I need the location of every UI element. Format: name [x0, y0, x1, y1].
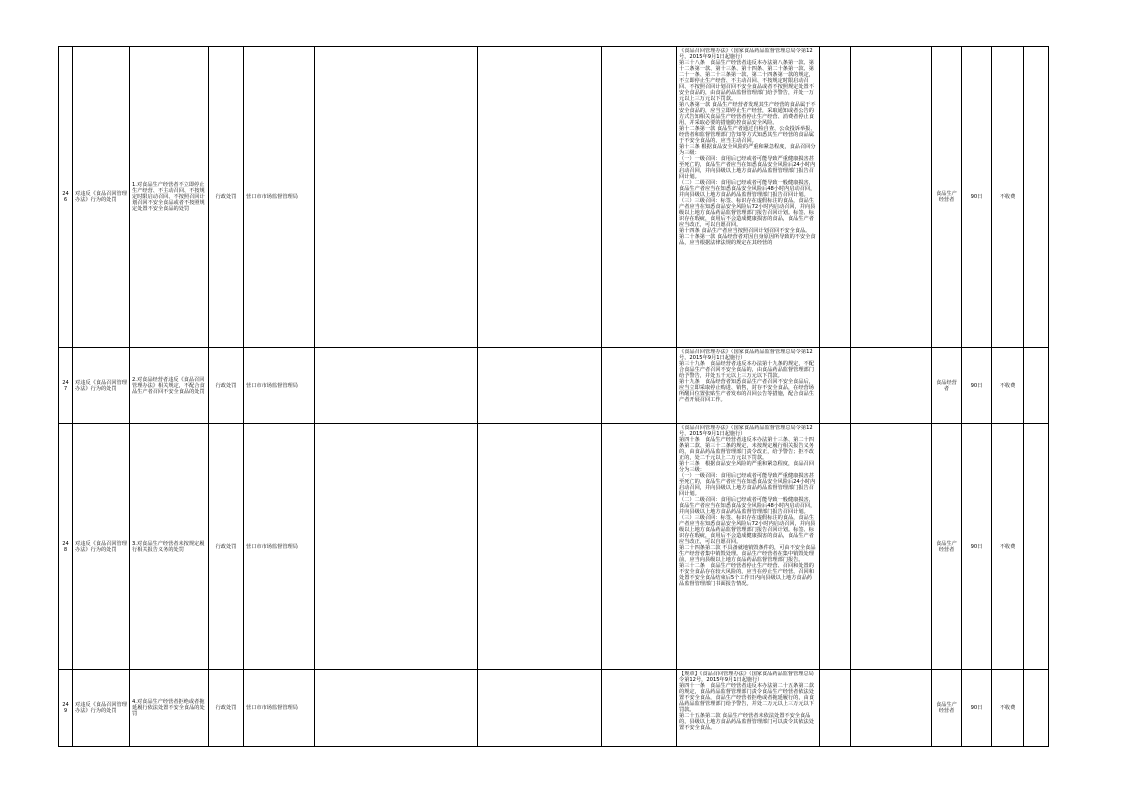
legal-basis-text: 《食品召回管理办法》（国家食品药品监督管理总局令第12号，2015年9月1日起施行） 第三十九条 食品经营者违反本办法第十九条的规定，不配合食品生产者召回不安全食品的，由食品药品监督管理部门给予警告，并处五千元以上三万元以下罚款。 第十九条 食品经营者知悉食品生产者召回不安全食品后，应当立即采取停止购进、销售，封存不安全食品，在经营场所醒目位置张贴生产者发布的召回公告等措施，配合食品生产者开展召回工作。: [679, 348, 814, 403]
sub-item: 2.对食品经营者违反《食品召回管理办法》相关规定，不配合食品生产者召回不安全食品的处罚: [130, 348, 209, 424]
item-name: 对违反《食品召回管理办法》行为的处罚: [73, 47, 130, 348]
fee: 不收费: [992, 670, 1024, 747]
power-type: 行政处罚: [209, 47, 244, 348]
empty-cell: [1024, 424, 1049, 670]
fee: 不收费: [992, 348, 1024, 424]
legal-basis: [677, 670, 820, 747]
table-row: [59, 424, 1049, 670]
empty-cell: [820, 670, 851, 747]
legal-basis: [677, 424, 820, 670]
time-limit: 90日: [962, 670, 992, 747]
empty-cell: [851, 424, 932, 670]
table-row: [59, 670, 1049, 747]
empty-cell: [315, 670, 478, 747]
empty-cell: [478, 47, 602, 348]
empty-cell: [820, 424, 851, 670]
time-limit: 90日: [962, 47, 992, 348]
empty-cell: [478, 348, 602, 424]
empty-cell: [851, 670, 932, 747]
legal-basis-text: 【规章】《食品召回管理办法》（国家食品药品监督管理总局令第12号，2015年9月1日起施行） 第四十一条 食品生产经营者违反本办法第二十五条第二款的规定，食品药品监督管理部门责令食品生产经营者依法处置不安全食品，食品生产经营者拒绝或者拖延履行的，由食品药品监督管理部门给予警告，并处二万元以上三万元以下罚款。 第二十五条第二款 食品生产经营者未依法处置不安全食品的，县级以上地方食品药品监督管理部门可以责令其依法处置不安全食品。: [679, 670, 814, 731]
empty-cell: [820, 348, 851, 424]
empty-cell: [1024, 348, 1049, 424]
row-number: 248: [59, 424, 73, 670]
sub-item: 3.对食品生产经营者未按规定履行相关报告义务的处罚: [130, 424, 209, 670]
empty-cell: [315, 424, 478, 670]
legal-basis: [677, 47, 820, 348]
row-number: 249: [59, 670, 73, 747]
sub-item: 1.对食品生产经营者不立即停止生产经营、不主动召回、不按规定时限启动召回、不按照召回计划召回不安全食品或者不按照规定处置不安全食品的处罚: [130, 47, 209, 348]
item-name: 对违反《食品召回管理办法》行为的处罚: [73, 348, 130, 424]
implementing-authority: 营口市市场监督管理局: [244, 348, 315, 424]
row-number: 246: [59, 47, 73, 348]
subject: 食品生产经营者: [932, 47, 962, 348]
empty-cell: [602, 47, 677, 348]
power-type: 行政处罚: [209, 424, 244, 670]
item-name: 对违反《食品召回管理办法》行为的处罚: [73, 424, 130, 670]
implementing-authority: 营口市市场监督管理局: [244, 670, 315, 747]
table-row: [59, 47, 1049, 348]
row-number: 247: [59, 348, 73, 424]
fee: 不收费: [992, 47, 1024, 348]
empty-cell: [602, 670, 677, 747]
subject: 食品生产经营者: [932, 424, 962, 670]
sub-item: 4.对食品生产经营者拒绝或者拖延履行依法处置不安全食品的处罚: [130, 670, 209, 747]
power-type: 行政处罚: [209, 670, 244, 747]
power-type: 行政处罚: [209, 348, 244, 424]
subject: 食品生产经营者: [932, 670, 962, 747]
empty-cell: [602, 424, 677, 670]
power-list-table: [58, 46, 1049, 747]
empty-cell: [1024, 670, 1049, 747]
empty-cell: [1024, 47, 1049, 348]
table-row: [59, 348, 1049, 424]
empty-cell: [478, 670, 602, 747]
empty-cell: [478, 424, 602, 670]
subject: 食品经营者: [932, 348, 962, 424]
fee: 不收费: [992, 424, 1024, 670]
item-name: 对违反《食品召回管理办法》行为的处罚: [73, 670, 130, 747]
empty-cell: [602, 348, 677, 424]
legal-basis-text: 《食品召回管理办法》（国家食品药品监督管理总局令第12号，2015年9月1日起施行） 第四十条 食品生产经营者违反本办法第十三条、第二十四条第二款、第三十二条的规定，未按规定履行相关报告义务的，由食品药品监督管理部门责令改正，给予警告；拒不改正的，处二千元以上二万元以下罚款。 第十三条 根据食品安全风险的严重和紧急程度，食品召回分为三级： （一）一级召回：食用后已经或者可能导致严重健康损害甚至死亡的，食品生产者应当在知悉食品安全风险后24小时内启动召回，并向县级以上地方食品药品监督管理部门报告召回计划。 （二）二级召回：食用后已经或者可能导致一般健康损害，食品生产者应当在知悉食品安全风险后48小时内启动召回，并向县级以上地方食品药品监督管理部门报告召回计划。 （三）三级召回：标签、标识存在虚假标注的食品，食品生产者应当在知悉食品安全风险后72小时内启动召回，并向县级以上地方食品药品监督管理部门报告召回计划。标签、标识存在瑕疵，食用后不会造成健康损害的食品，食品生产者应当改正，可以自愿召回。 第二十四条第二款 不具备就地销毁条件的，可由不安全食品生产经营者集中销毁处理。食品生产经营者在集中销毁处理前，应当向县级以上地方食品药品监督管理部门报告。 第三十二条 食品生产经营者停止生产经营、召回和处置的不安全食品存在较大风险的，应当在停止生产经营、召回和处置不安全食品结束后5个工作日内向县级以上地方食品药品监督管理部门书面报告情况。: [679, 424, 816, 587]
time-limit: 90日: [962, 424, 992, 670]
empty-cell: [820, 47, 851, 348]
legal-basis: [677, 348, 820, 424]
empty-cell: [851, 348, 932, 424]
implementing-authority: 营口市市场监督管理局: [244, 424, 315, 670]
time-limit: 90日: [962, 348, 992, 424]
empty-cell: [851, 47, 932, 348]
legal-basis-text: 《食品召回管理办法》（国家食品药品监督管理总局令第12号，2015年9月1日起施行） 第三十八条 食品生产经营者违反本办法第八条第一款、第十二条第一款、第十三条、第十四条、第二十条第一款、第二十一条、第二十三条第一款、第二十四条第一款的规定，不立即停止生产经营、不主动召回、不按规定时限启动召回、不按照召回计划召回不安全食品或者不按照规定处置不安全食品的，由食品药品监督管理部门给予警告，并处一万元以上三万元以下罚款。 第八条第一款 食品生产经营者发现其生产经营的食品属于不安全食品的，应当立即停止生产经营，采取通知或者公告的方式告知相关食品生产经营者停止生产经营、消费者停止食用，并采取必要的措施防控食品安全风险。 第十二条第一款 食品生产者通过自检自查、公众投诉举报、经营者和监督管理部门告知等方式知悉其生产经营的食品属于不安全食品的，应当主动召回。 第十三条 根据食品安全风险的严重和紧急程度，食品召回分为三级： （一）一级召回：食用后已经或者可能导致严重健康损害甚至死亡的，食品生产者应当在知悉食品安全风险后24小时内启动召回，并向县级以上地方食品药品监督管理部门报告召回计划。 （二）二级召回：食用后已经或者可能导致一般健康损害，食品生产者应当在知悉食品安全风险后48小时内启动召回，并向县级以上地方食品药品监督管理部门报告召回计划。 （三）三级召回：标签、标识存在虚假标注的食品，食品生产者应当在知悉食品安全风险后72小时内启动召回，并向县级以上地方食品药品监督管理部门报告召回计划。标签、标识存在瑕疵，食用后不会造成健康损害的食品，食品生产者应当改正，可以自愿召回。 第十四条 食品生产者应当按照召回计划召回不安全食品。 第二十条第一款 食品经营者对因自身原因所导致的不安全食品，应当根据法律法规的规定在其经营的: [679, 47, 816, 246]
empty-cell: [315, 348, 478, 424]
empty-cell: [315, 47, 478, 348]
implementing-authority: 营口市市场监督管理局: [244, 47, 315, 348]
